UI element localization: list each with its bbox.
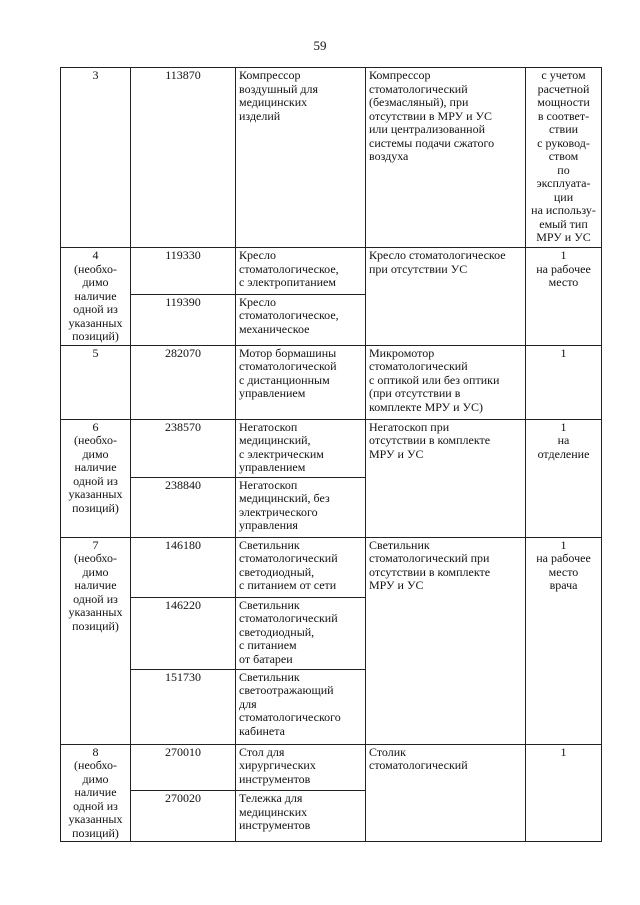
item-description: Компрессор стоматологический (безмасляный), при отсутствии в МРУ и УС или централизованной системы подачи сжатого воздуха [366, 68, 526, 248]
item-name: Компрессор воздушный для медицинских изделий [236, 68, 366, 248]
item-quantity: 1 [526, 744, 602, 842]
item-code: 146220 [131, 597, 236, 669]
row-number: 4 (необхо- димо наличие одной из указанных позиций) [61, 248, 131, 346]
item-code: 119390 [131, 294, 236, 345]
table-row [61, 248, 602, 295]
item-code: 282070 [131, 345, 236, 419]
item-name: Светильник светоотражающий для стоматологического кабинета [236, 669, 366, 744]
equipment-table [60, 67, 602, 842]
item-name: Мотор бормашины стоматологической с дистанционным управлением [236, 345, 366, 419]
item-description: Столик стоматологический [366, 744, 526, 842]
item-description: Негатоскоп при отсутствии в комплекте МРУ и УС [366, 419, 526, 537]
row-number: 5 [61, 345, 131, 419]
item-name: Стол для хирургических инструментов [236, 744, 366, 791]
table-row [61, 537, 602, 597]
item-code: 238840 [131, 477, 236, 537]
row-number: 6 (необхо- димо наличие одной из указанных позиций) [61, 419, 131, 537]
item-name: Негатоскоп медицинский, с электрическим управлением [236, 419, 366, 477]
table-row [61, 345, 602, 419]
item-quantity: с учетом расчетной мощности в соответ- ствии с руковод- ством по эксплуата- ции на использу- емый тип МРУ и УС [526, 68, 602, 248]
table-row [61, 419, 602, 477]
item-quantity: 1 на рабочее место [526, 248, 602, 346]
item-code: 151730 [131, 669, 236, 744]
item-name: Кресло стоматологическое, с электропитанием [236, 248, 366, 295]
item-code: 119330 [131, 248, 236, 295]
item-description: Светильник стоматологический при отсутствии в комплекте МРУ и УС [366, 537, 526, 744]
row-number: 7 (необхо- димо наличие одной из указанных позиций) [61, 537, 131, 744]
item-description: Микромотор стоматологический с оптикой или без оптики (при отсутствии в комплекте МРУ и УС) [366, 345, 526, 419]
item-code: 270020 [131, 791, 236, 842]
row-number: 8 (необхо- димо наличие одной из указанных позиций) [61, 744, 131, 842]
item-quantity: 1 на отделение [526, 419, 602, 537]
table-row [61, 744, 602, 791]
item-code: 113870 [131, 68, 236, 248]
item-code: 238570 [131, 419, 236, 477]
page-number: 59 [313, 38, 327, 53]
item-description: Кресло стоматологическое при отсутствии УС [366, 248, 526, 346]
row-number: 3 [61, 68, 131, 248]
item-quantity: 1 на рабочее место врача [526, 537, 602, 744]
item-quantity: 1 [526, 345, 602, 419]
item-name: Светильник стоматологический светодиодный, с питанием от сети [236, 537, 366, 597]
item-name: Тележка для медицинских инструментов [236, 791, 366, 842]
item-code: 270010 [131, 744, 236, 791]
item-name: Кресло стоматологическое, механическое [236, 294, 366, 345]
item-name: Негатоскоп медицинский, без электрического управления [236, 477, 366, 537]
item-code: 146180 [131, 537, 236, 597]
item-name: Светильник стоматологический светодиодный, с питанием от батареи [236, 597, 366, 669]
table-row [61, 68, 602, 248]
